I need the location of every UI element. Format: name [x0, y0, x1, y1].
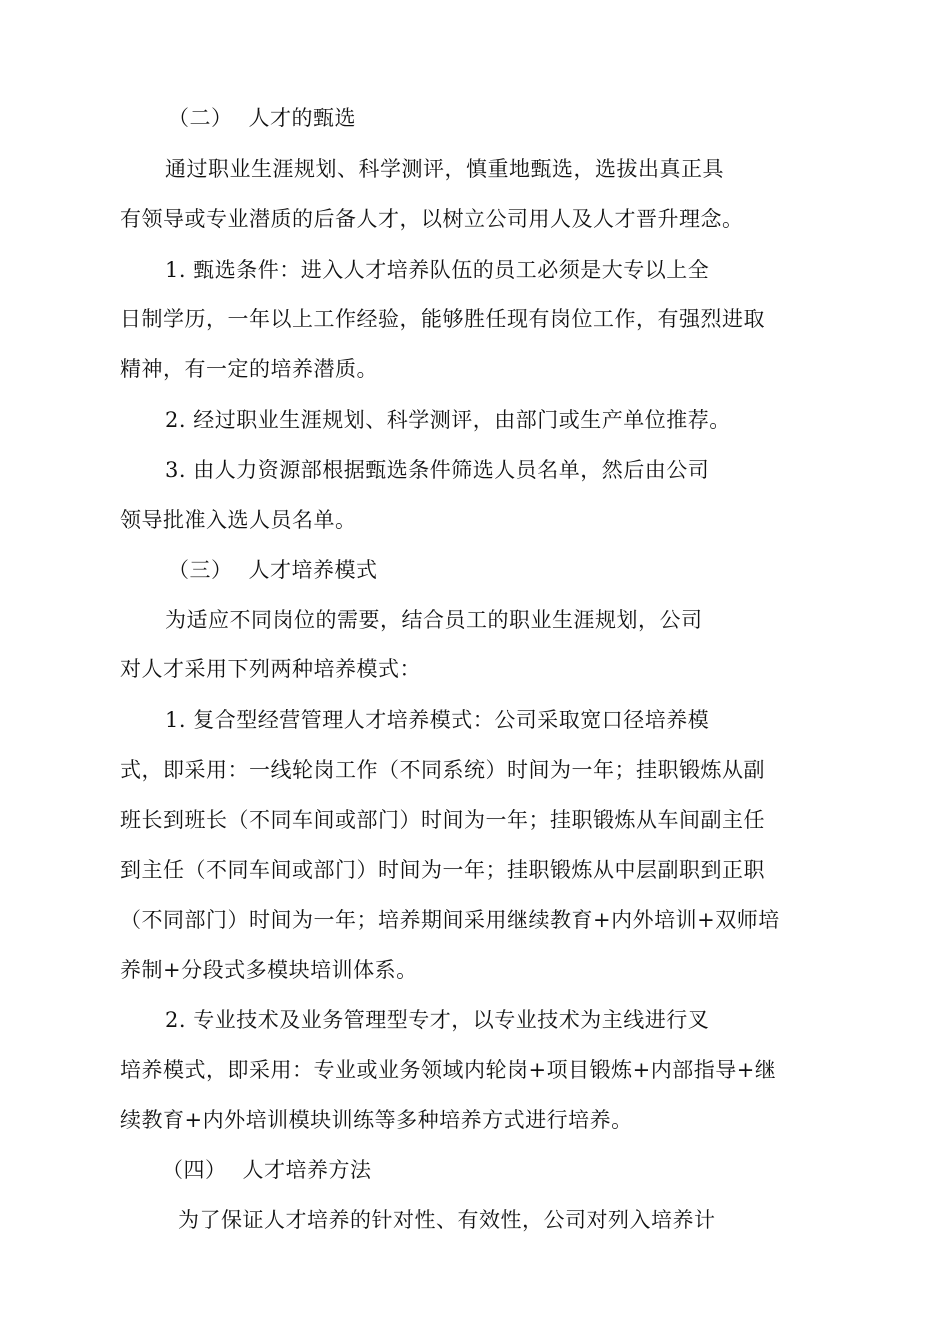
- paragraph-line: 日制学历，一年以上工作经验，能够胜任现有岗位工作，有强烈进取: [120, 307, 765, 331]
- paragraph-line: 有领导或专业潜质的后备人才，以树立公司用人及人才晋升理念。: [120, 207, 744, 231]
- heading-title: 人才的甄选: [248, 106, 356, 130]
- paragraph-line: 为了保证人才培养的针对性、有效性，公司对列入培养计: [178, 1208, 716, 1232]
- paragraph-line: 班长到班长（不同车间或部门）时间为一年；挂职锻炼从车间副主任: [120, 808, 765, 832]
- heading-title: 人才培养方法: [242, 1158, 372, 1182]
- list-item-line: 1. 甄选条件：进入人才培养队伍的员工必须是大专以上全: [165, 258, 710, 282]
- paragraph-line: 领导批准入选人员名单。: [120, 508, 357, 532]
- paragraph-line: （不同部门）时间为一年；培养期间采用继续教育+内外培训+双师培: [120, 908, 780, 932]
- section-heading-4: [162, 1155, 372, 1185]
- heading-title: 人才培养模式: [248, 558, 378, 582]
- paragraph-line: 精神，有一定的培养潜质。: [120, 357, 378, 381]
- section-heading-3: [168, 555, 378, 585]
- paragraph-line: 到主任（不同车间或部门）时间为一年；挂职锻炼从中层副职到正职: [120, 858, 765, 882]
- section-heading-2: [168, 103, 356, 133]
- list-item-line: 3. 由人力资源部根据甄选条件筛选人员名单，然后由公司: [165, 458, 710, 482]
- paragraph-line: 通过职业生涯规划、科学测评，慎重地甄选，选拔出真正具: [165, 157, 724, 181]
- heading-number: （四）: [162, 1158, 227, 1182]
- list-item-line: 1. 复合型经营管理人才培养模式：公司采取宽口径培养模: [165, 708, 710, 732]
- paragraph-line: 为适应不同岗位的需要，结合员工的职业生涯规划，公司: [165, 608, 703, 632]
- paragraph-line: 续教育+内外培训模块训练等多种培养方式进行培养。: [120, 1108, 633, 1132]
- paragraph-line: 养制+分段式多模块培训体系。: [120, 958, 418, 982]
- heading-number: （二）: [168, 106, 233, 130]
- paragraph-line: 式，即采用：一线轮岗工作（不同系统）时间为一年；挂职锻炼从副: [120, 758, 765, 782]
- paragraph-line: 对人才采用下列两种培养模式：: [120, 657, 421, 681]
- paragraph-line: 培养模式，即采用：专业或业务领域内轮岗+项目锻炼+内部指导+继: [120, 1058, 777, 1082]
- list-item-line: 2. 经过职业生涯规划、科学测评，由部门或生产单位推荐。: [165, 408, 731, 432]
- list-item-line: 2. 专业技术及业务管理型专才，以专业技术为主线进行叉: [165, 1008, 710, 1032]
- heading-number: （三）: [168, 558, 233, 582]
